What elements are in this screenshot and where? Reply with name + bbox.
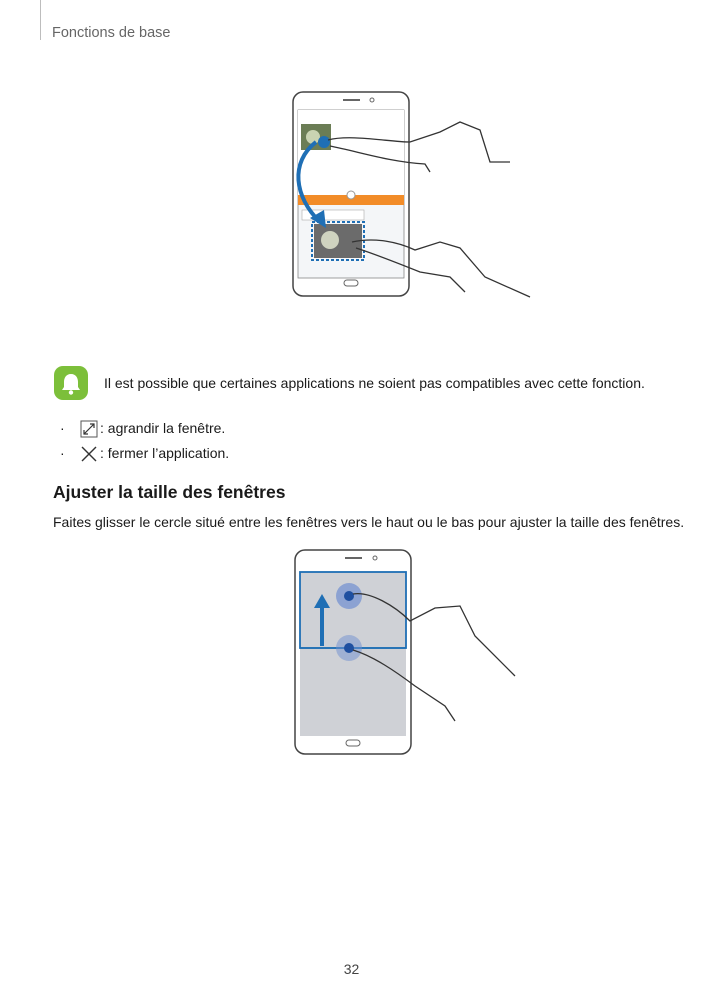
section-heading: Ajuster la taille des fenêtres <box>53 482 286 502</box>
resize-windows-illustration <box>285 546 540 760</box>
bullet-text-close: : fermer l’application. <box>100 445 230 461</box>
drag-between-windows-illustration <box>280 82 540 354</box>
section-title: Fonctions de base <box>52 25 171 41</box>
section-body: Faites glisser le cercle situé entre les fenêtres vers le haut ou le bas pour ajuster la taille des fenêtres. <box>53 514 685 530</box>
bell-icon <box>54 366 88 400</box>
bullet-marker: · <box>60 445 65 461</box>
page-number: 32 <box>343 961 360 977</box>
bullet-text-expand: : agrandir la fenêtre. <box>100 420 226 436</box>
bullet-marker: · <box>60 420 65 436</box>
compatibility-note: Il est possible que certaines applications ne soient pas compatibles avec cette fonction. <box>104 375 645 391</box>
close-icon <box>80 445 98 463</box>
header-rule <box>40 0 41 40</box>
note-icon-badge <box>54 366 88 400</box>
expand-icon <box>80 420 98 438</box>
